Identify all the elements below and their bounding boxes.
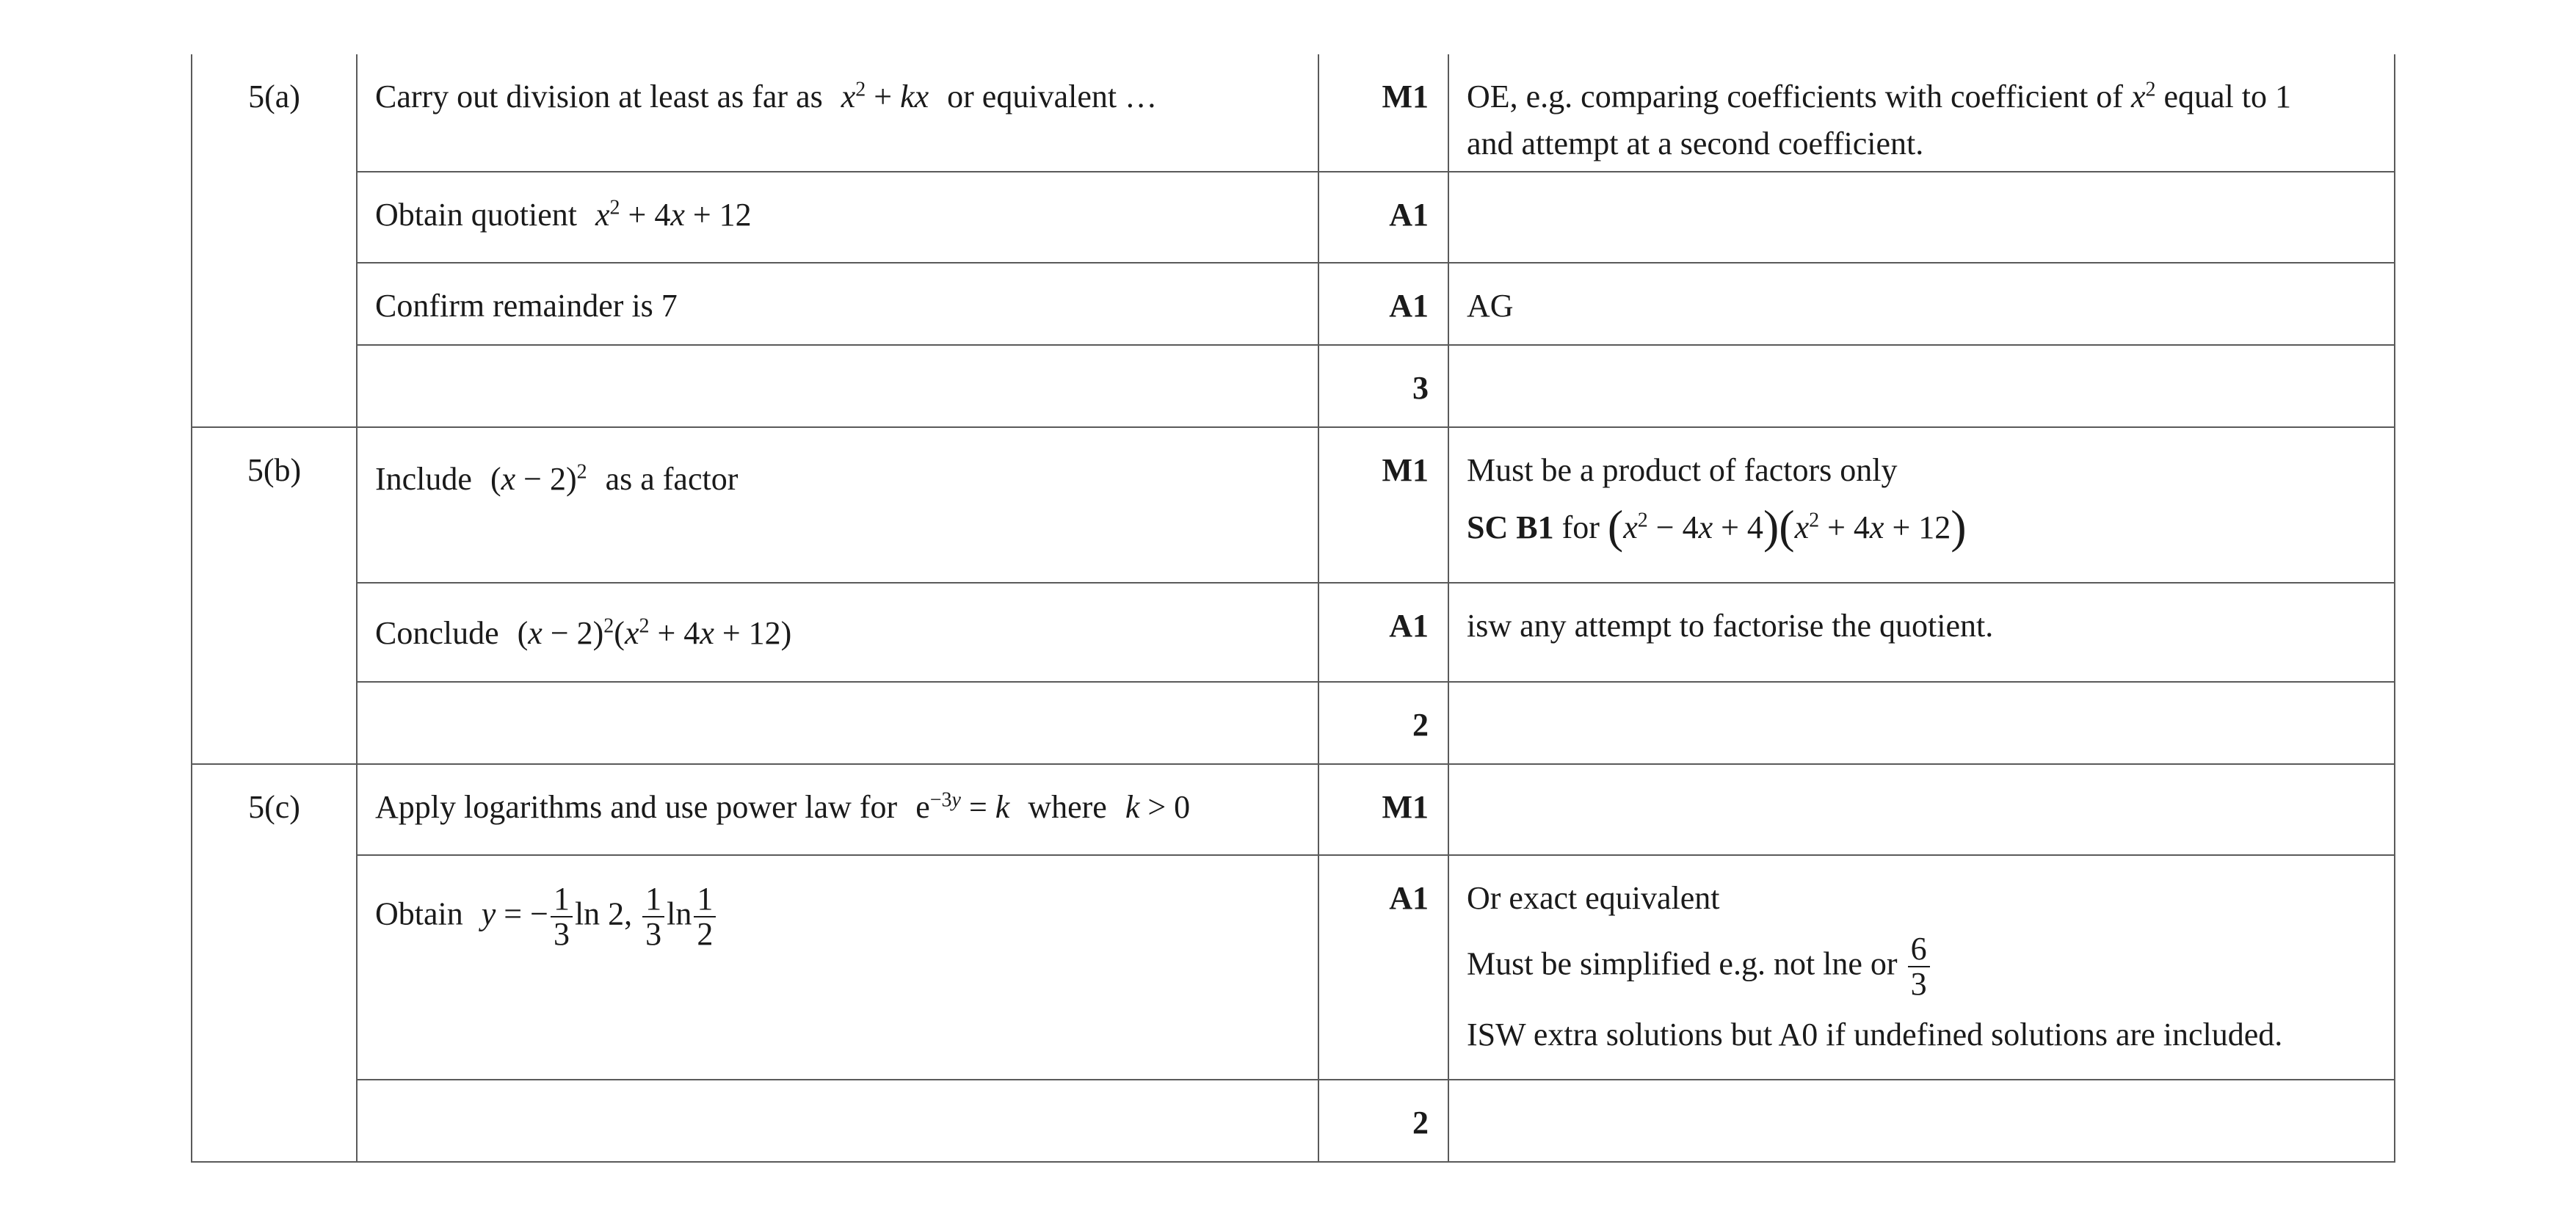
row-5a-remainder: [192, 263, 2395, 345]
mark-5a-m1: M1: [1318, 54, 1448, 172]
answer-5a-division: Carry out division at least as far as $x^2$ + kx or equivalent …: [357, 54, 1318, 172]
answer-5a-remainder: Confirm remainder is 7: [357, 263, 1318, 345]
guidance-5b-factor: Must be a product of factors only SC B1 for $(x^2 - 4x + 4)(x^2 + 4x + 12)$: [1448, 427, 2395, 583]
row-5c-logarithms: [192, 764, 2395, 855]
question-label-5c: 5(c): [192, 764, 357, 1162]
answer-5b-factor: Include $(x - 2)^2$ as a factor: [357, 427, 1318, 583]
answer-5a-quotient: Obtain quotient $x^2 + 4x + 12$: [357, 172, 1318, 263]
fraction-one-half: $\frac{1}{2}$: [694, 882, 716, 951]
row-5b-total: [192, 682, 2395, 764]
answer-5b-conclude: Conclude $(x - 2)^2(x^2 + 4x + 12)$: [357, 583, 1318, 682]
row-5a-quotient: [192, 172, 2395, 263]
answer-5a-total-blank: [357, 345, 1318, 427]
fraction-one-third-a: $\frac{1}{3}$: [551, 882, 573, 951]
fraction-one-third-b: $\frac{1}{3}$: [642, 882, 664, 951]
question-label-5b: 5(b): [192, 427, 357, 764]
mark-5b-m1: M1: [1318, 427, 1448, 583]
answer-5c-logarithms: Apply logarithms and use power law for $e^{-3y} = k$ where k > 0: [357, 764, 1318, 855]
mark-5a-a1-quotient: A1: [1318, 172, 1448, 263]
guidance-5a-total-blank: [1448, 345, 2395, 427]
guidance-5c-total-blank: [1448, 1080, 2395, 1162]
row-5b-factor: [192, 427, 2395, 583]
mark-5b-a1: A1: [1318, 583, 1448, 682]
row-5c-obtain: [192, 855, 2395, 1080]
mark-5c-m1: M1: [1318, 764, 1448, 855]
guidance-5b-total-blank: [1448, 682, 2395, 764]
total-5a: 3: [1318, 345, 1448, 427]
guidance-5a-quotient: [1448, 172, 2395, 263]
row-5c-total: [192, 1080, 2395, 1162]
guidance-5c-obtain: Or exact equivalent Must be simplified e.g. not lne or $\frac{6}{3}$ ISW extra solutions but A0 if undefined solutions are included.: [1448, 855, 2395, 1080]
question-label-5a: 5(a): [192, 54, 357, 427]
row-5b-conclude: [192, 583, 2395, 682]
guidance-5a-remainder: AG: [1448, 263, 2395, 345]
row-5a-total: [192, 345, 2395, 427]
row-5a-division: [192, 54, 2395, 172]
mark-5a-a1-remainder: A1: [1318, 263, 1448, 345]
answer-5c-obtain: Obtain y = − $\frac{1}{3}$ ln 2, $\frac{1}{3}$ ln $\frac{1}{2}$: [357, 855, 1318, 1080]
guidance-5c-logarithms: [1448, 764, 2395, 855]
guidance-5a-division: OE, e.g. comparing coefficients with coefficient of $x^2$ equal to 1 and attempt at a second coefficient.: [1448, 54, 2395, 172]
fraction-six-thirds: $\frac{6}{3}$: [1908, 932, 1930, 1001]
guidance-5b-conclude: isw any attempt to factorise the quotient.: [1448, 583, 2395, 682]
answer-5b-total-blank: [357, 682, 1318, 764]
answer-5c-total-blank: [357, 1080, 1318, 1162]
mark-scheme-table: [191, 54, 2395, 1163]
total-5c: 2: [1318, 1080, 1448, 1162]
mark-5c-a1: A1: [1318, 855, 1448, 1080]
total-5b: 2: [1318, 682, 1448, 764]
